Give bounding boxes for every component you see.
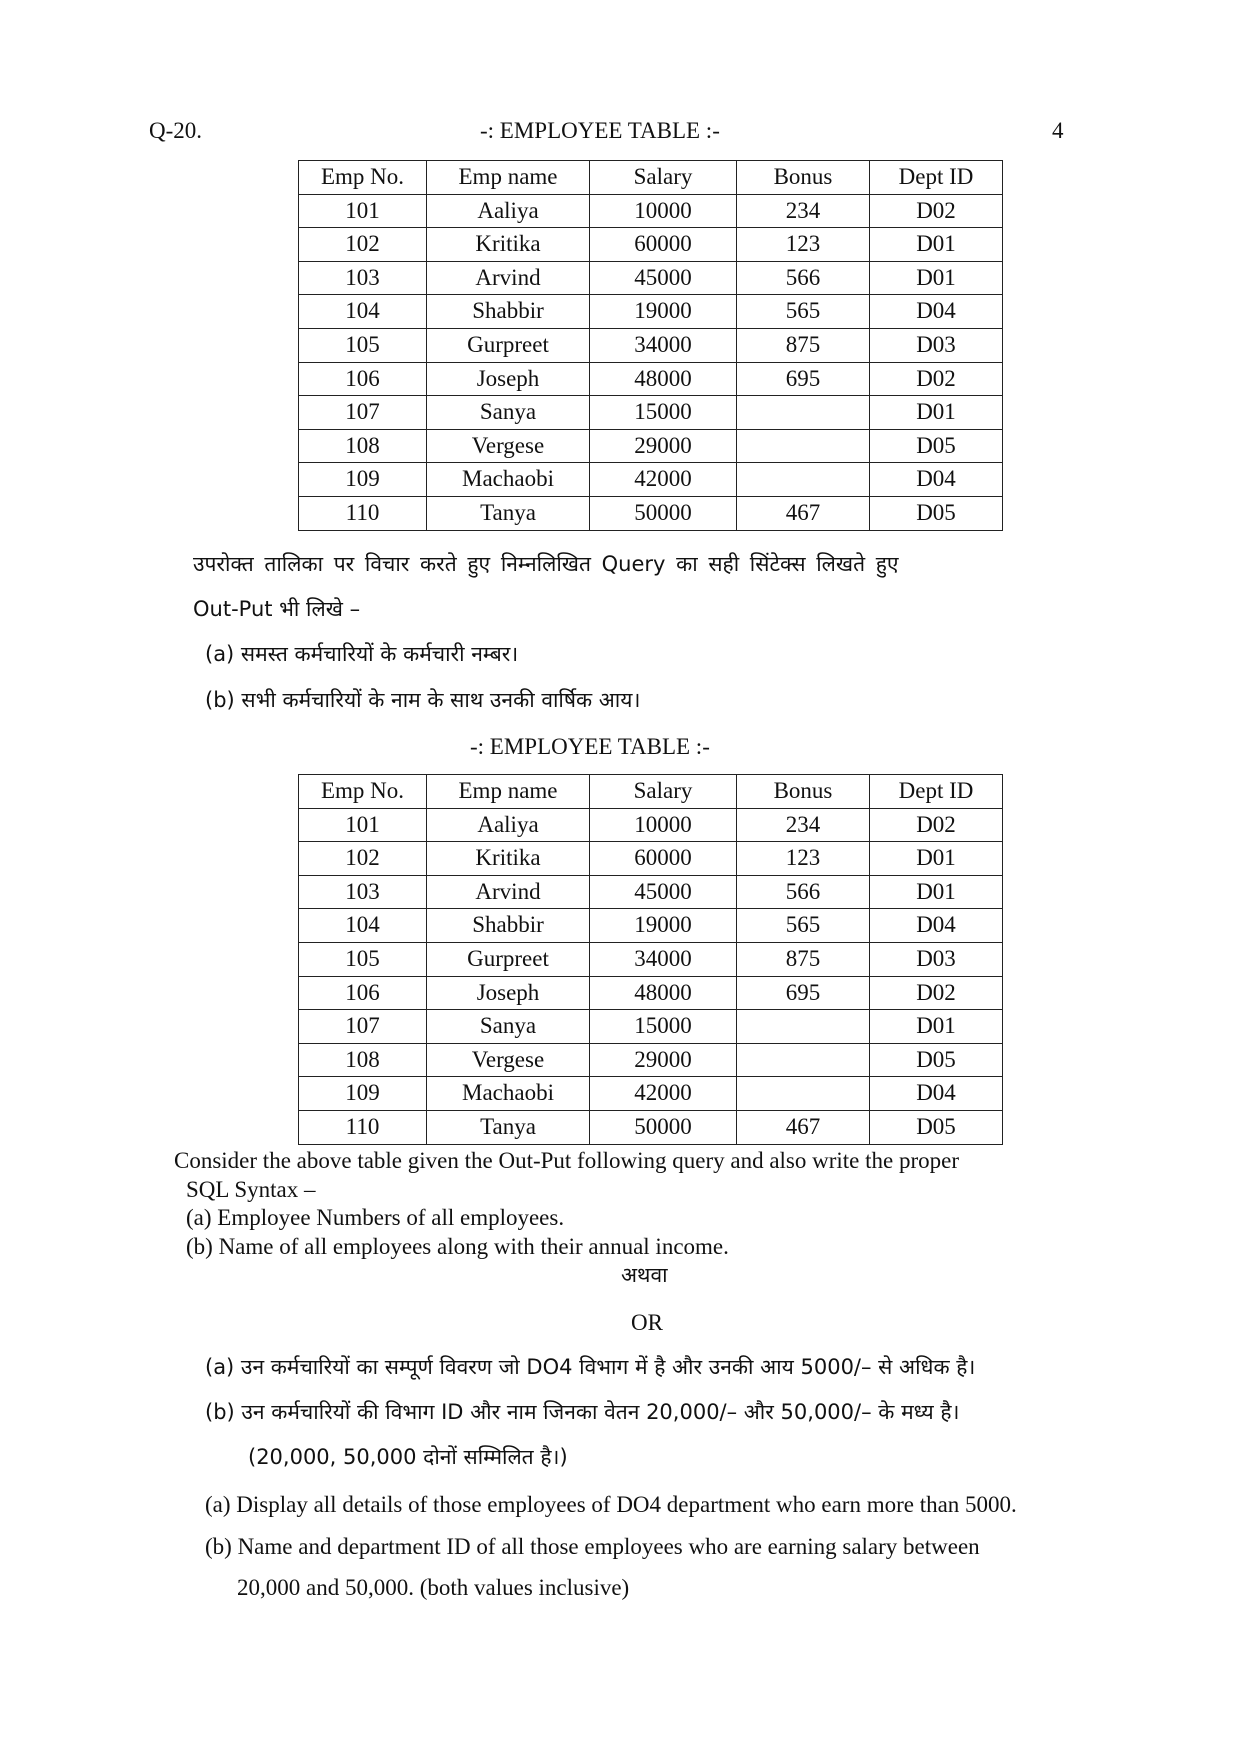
table-cell: Gurpreet [427,942,590,976]
table-cell: Tanya [427,1110,590,1144]
table-cell: 45000 [590,875,737,909]
table-cell: 50000 [590,1110,737,1144]
table-row [299,1010,1003,1044]
table-cell: 565 [737,909,870,943]
table-cell: D04 [870,909,1003,943]
table-cell: Kritika [427,842,590,876]
table-cell: D05 [870,1043,1003,1077]
table-cell: 45000 [590,261,737,295]
table-cell: 107 [299,1010,427,1044]
hindi-question-line-1: उपरोक्त तालिका पर विचार करते हुए निम्नलिखित Query का सही सिंटेक्स लिखते हुए [193,552,899,576]
table-cell: 42000 [590,463,737,497]
table-row [299,909,1003,943]
table-cell: 15000 [590,396,737,430]
table-cell: 34000 [590,328,737,362]
table-row [299,875,1003,909]
table-cell: 19000 [590,295,737,329]
column-header: Emp name [427,775,590,809]
table-cell: D03 [870,328,1003,362]
table-cell: 29000 [590,1043,737,1077]
table-cell: 875 [737,328,870,362]
second-table-title: -: EMPLOYEE TABLE :- [470,734,710,759]
table-cell: D05 [870,496,1003,530]
table-cell: Vergese [427,1043,590,1077]
table-cell: Gurpreet [427,328,590,362]
table-cell: Shabbir [427,909,590,943]
column-header: Dept ID [870,775,1003,809]
table-cell: 695 [737,362,870,396]
table-cell: Machaobi [427,463,590,497]
table-cell: 50000 [590,496,737,530]
table-cell: 34000 [590,942,737,976]
table-cell: Arvind [427,875,590,909]
question-number: Q-20. [149,118,203,143]
column-header: Bonus [737,775,870,809]
table-cell: 42000 [590,1077,737,1111]
table-cell: 105 [299,328,427,362]
table-cell: 103 [299,261,427,295]
table-cell: 10000 [590,808,737,842]
table-row [299,842,1003,876]
table-row [299,362,1003,396]
column-header: Bonus [737,161,870,195]
column-header: Salary [590,161,737,195]
table-cell: Arvind [427,261,590,295]
employee-table [298,160,1003,531]
column-header: Emp No. [299,775,427,809]
table-cell: Tanya [427,496,590,530]
table-cell [737,429,870,463]
table-cell: D01 [870,842,1003,876]
table-cell: D02 [870,362,1003,396]
table-cell: 106 [299,976,427,1010]
page-header [0,118,1241,148]
table-cell: 102 [299,842,427,876]
table-cell: D02 [870,808,1003,842]
table-cell: 695 [737,976,870,1010]
table-row [299,496,1003,530]
table-cell: 103 [299,875,427,909]
table-cell: Aaliya [427,808,590,842]
table-cell: Shabbir [427,295,590,329]
table-cell: Sanya [427,396,590,430]
table-row [299,1077,1003,1111]
table-cell: 467 [737,1110,870,1144]
table-row [299,396,1003,430]
column-header: Dept ID [870,161,1003,195]
table-cell [737,396,870,430]
table-cell: 566 [737,875,870,909]
table-cell: 110 [299,1110,427,1144]
table-cell: D02 [870,976,1003,1010]
table-row [299,295,1003,329]
table-cell: 108 [299,1043,427,1077]
table-row [299,942,1003,976]
table-cell: 123 [737,842,870,876]
english-question-b: (b) Name of all employees along with their annual income. [186,1234,729,1259]
hindi-question-b: (b) सभी कर्मचारियों के नाम के साथ उनकी वार्षिक आय। [205,688,641,712]
table-cell: 109 [299,1077,427,1111]
table-cell: 60000 [590,842,737,876]
table-cell: D05 [870,429,1003,463]
table-cell: D01 [870,261,1003,295]
table-cell: D01 [870,228,1003,262]
hindi-or-question-b: (b) उन कर्मचारियों की विभाग ID और नाम जिनका वेतन 20,000/– और 50,000/– के मध्य है। [205,1400,960,1424]
table-cell: D04 [870,295,1003,329]
english-or-question-a: (a) Display all details of those employees of DO4 department who earn more than 5000. [205,1492,1017,1517]
table-cell: Joseph [427,976,590,1010]
hindi-question-line-2: Out-Put भी लिखे – [193,597,361,621]
table-row [299,228,1003,262]
column-header: Emp name [427,161,590,195]
table-cell: D04 [870,1077,1003,1111]
table-cell: 105 [299,942,427,976]
table-cell: 234 [737,194,870,228]
table-cell: Vergese [427,429,590,463]
english-question-line-2: SQL Syntax – [186,1177,316,1202]
table-row [299,976,1003,1010]
table-cell: 104 [299,909,427,943]
table-row [299,429,1003,463]
table-cell: 123 [737,228,870,262]
table-cell: D01 [870,1010,1003,1044]
table-title: -: EMPLOYEE TABLE :- [480,118,720,143]
table-row [299,1043,1003,1077]
table-cell: 10000 [590,194,737,228]
column-header: Emp No. [299,161,427,195]
table-cell: Kritika [427,228,590,262]
table-cell: 110 [299,496,427,530]
column-header: Salary [590,775,737,809]
table-cell [737,1043,870,1077]
table-cell: D04 [870,463,1003,497]
table-cell: Joseph [427,362,590,396]
table-cell: 101 [299,808,427,842]
table-cell: 29000 [590,429,737,463]
page-number: 4 [1052,118,1064,143]
table-row [299,261,1003,295]
hindi-or-question-b-note: (20,000, 50,000 दोनों सम्मिलित है।) [248,1445,568,1469]
table-cell: 467 [737,496,870,530]
table-cell: 60000 [590,228,737,262]
table-cell: 102 [299,228,427,262]
hindi-or-question-a: (a) उन कर्मचारियों का सम्पूर्ण विवरण जो DO4 विभाग में है और उनकी आय 5000/– से अधिक है। [205,1355,976,1379]
table-cell: 566 [737,261,870,295]
table-cell: D05 [870,1110,1003,1144]
table-cell: 101 [299,194,427,228]
table-row [299,328,1003,362]
table-cell: 104 [299,295,427,329]
table-cell: 19000 [590,909,737,943]
table-cell [737,1077,870,1111]
table-cell: 15000 [590,1010,737,1044]
table-cell: 875 [737,942,870,976]
table-cell: 107 [299,396,427,430]
table-cell: D01 [870,875,1003,909]
table-cell: D02 [870,194,1003,228]
employee-table-copy [298,774,1003,1145]
table-row [299,463,1003,497]
table-cell: 109 [299,463,427,497]
table-header-row [299,775,1003,809]
table-cell: 565 [737,295,870,329]
athva-label: अथवा [621,1263,668,1287]
table-cell: D01 [870,396,1003,430]
table-row [299,808,1003,842]
table-row [299,1110,1003,1144]
english-or-question-b-line-2: 20,000 and 50,000. (both values inclusive) [237,1575,630,1600]
table-cell: 106 [299,362,427,396]
table-row [299,194,1003,228]
english-question-line-1: Consider the above table given the Out-Put following query and also write the proper [174,1148,959,1173]
or-label: OR [631,1310,663,1335]
table-cell: 48000 [590,362,737,396]
hindi-question-a: (a) समस्त कर्मचारियों के कर्मचारी नम्बर। [205,642,519,666]
table-header-row [299,161,1003,195]
table-cell: 234 [737,808,870,842]
english-or-question-b-line-1: (b) Name and department ID of all those employees who are earning salary between [205,1534,980,1559]
table-cell: Sanya [427,1010,590,1044]
table-cell: Aaliya [427,194,590,228]
table-cell: 48000 [590,976,737,1010]
table-cell [737,463,870,497]
table-cell [737,1010,870,1044]
table-cell: 108 [299,429,427,463]
english-question-a: (a) Employee Numbers of all employees. [186,1205,565,1230]
table-cell: Machaobi [427,1077,590,1111]
table-cell: D03 [870,942,1003,976]
